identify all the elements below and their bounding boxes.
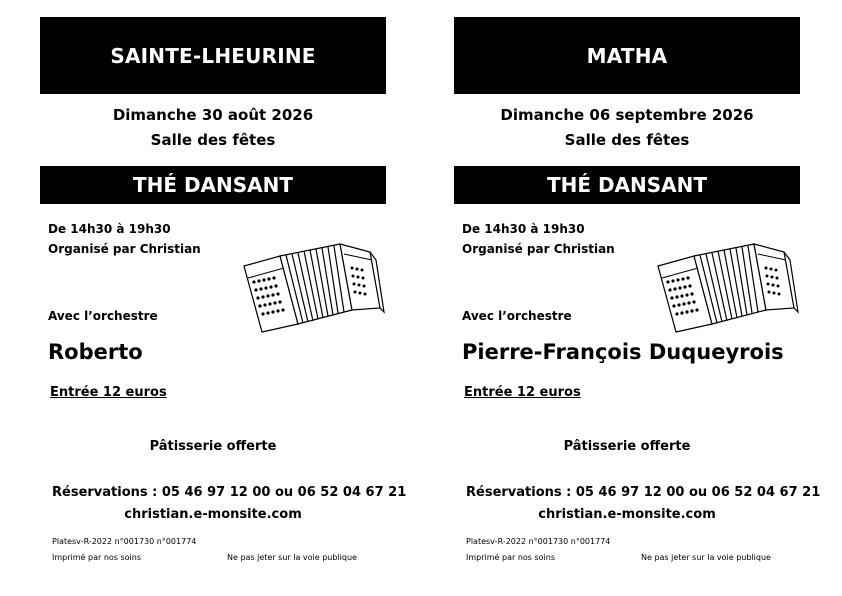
printed-note: Imprimé par nos soins [466, 553, 556, 562]
event-venue: Salle des fêtes [150, 131, 276, 149]
accordion-icon [240, 238, 388, 334]
event-banner [454, 166, 800, 204]
licence-number: Platesv-R-2022 n°001730 n°001774 [466, 537, 611, 546]
orchestra-label: Avec l’orchestre [462, 309, 572, 323]
event-hours: De 14h30 à 19h30 [48, 222, 171, 236]
event-organizer: Organisé par Christian [462, 242, 615, 256]
event-name: THÉ DANSANT [132, 173, 294, 197]
town-banner [40, 17, 386, 94]
pastry-note: Pâtisserie offerte [149, 439, 277, 454]
disposal-note: Ne pas jeter sur la voie publique [227, 553, 357, 562]
town-name: MATHA [586, 43, 668, 68]
event-hours: De 14h30 à 19h30 [462, 222, 585, 236]
event-venue: Salle des fêtes [564, 131, 690, 149]
flyer-matha [454, 0, 821, 596]
event-date: Dimanche 30 août 2026 [112, 106, 314, 124]
band-name: Pierre-François Duqueyrois [462, 340, 784, 364]
reservations: Réservations : 05 46 97 12 00 ou 06 52 04 67 21 [52, 485, 407, 500]
band-name: Roberto [48, 340, 143, 364]
town-name: SAINTE-LHEURINE [110, 43, 316, 68]
website: christian.e-monsite.com [538, 507, 716, 522]
licence-number: Platesv-R-2022 n°001730 n°001774 [52, 537, 197, 546]
entry-price: Entrée 12 euros [464, 385, 581, 400]
printed-note: Imprimé par nos soins [52, 553, 142, 562]
event-date: Dimanche 06 septembre 2026 [500, 106, 754, 124]
reservations: Réservations : 05 46 97 12 00 ou 06 52 04 67 21 [466, 485, 821, 500]
event-organizer: Organisé par Christian [48, 242, 201, 256]
flyer-sainte-lheurine [40, 0, 407, 596]
event-name: THÉ DANSANT [546, 173, 708, 197]
pastry-note: Pâtisserie offerte [563, 439, 691, 454]
accordion-icon [654, 238, 802, 334]
entry-price: Entrée 12 euros [50, 385, 167, 400]
town-banner [454, 17, 800, 94]
orchestra-label: Avec l’orchestre [48, 309, 158, 323]
event-banner [40, 166, 386, 204]
website: christian.e-monsite.com [124, 507, 302, 522]
disposal-note: Ne pas jeter sur la voie publique [641, 553, 771, 562]
